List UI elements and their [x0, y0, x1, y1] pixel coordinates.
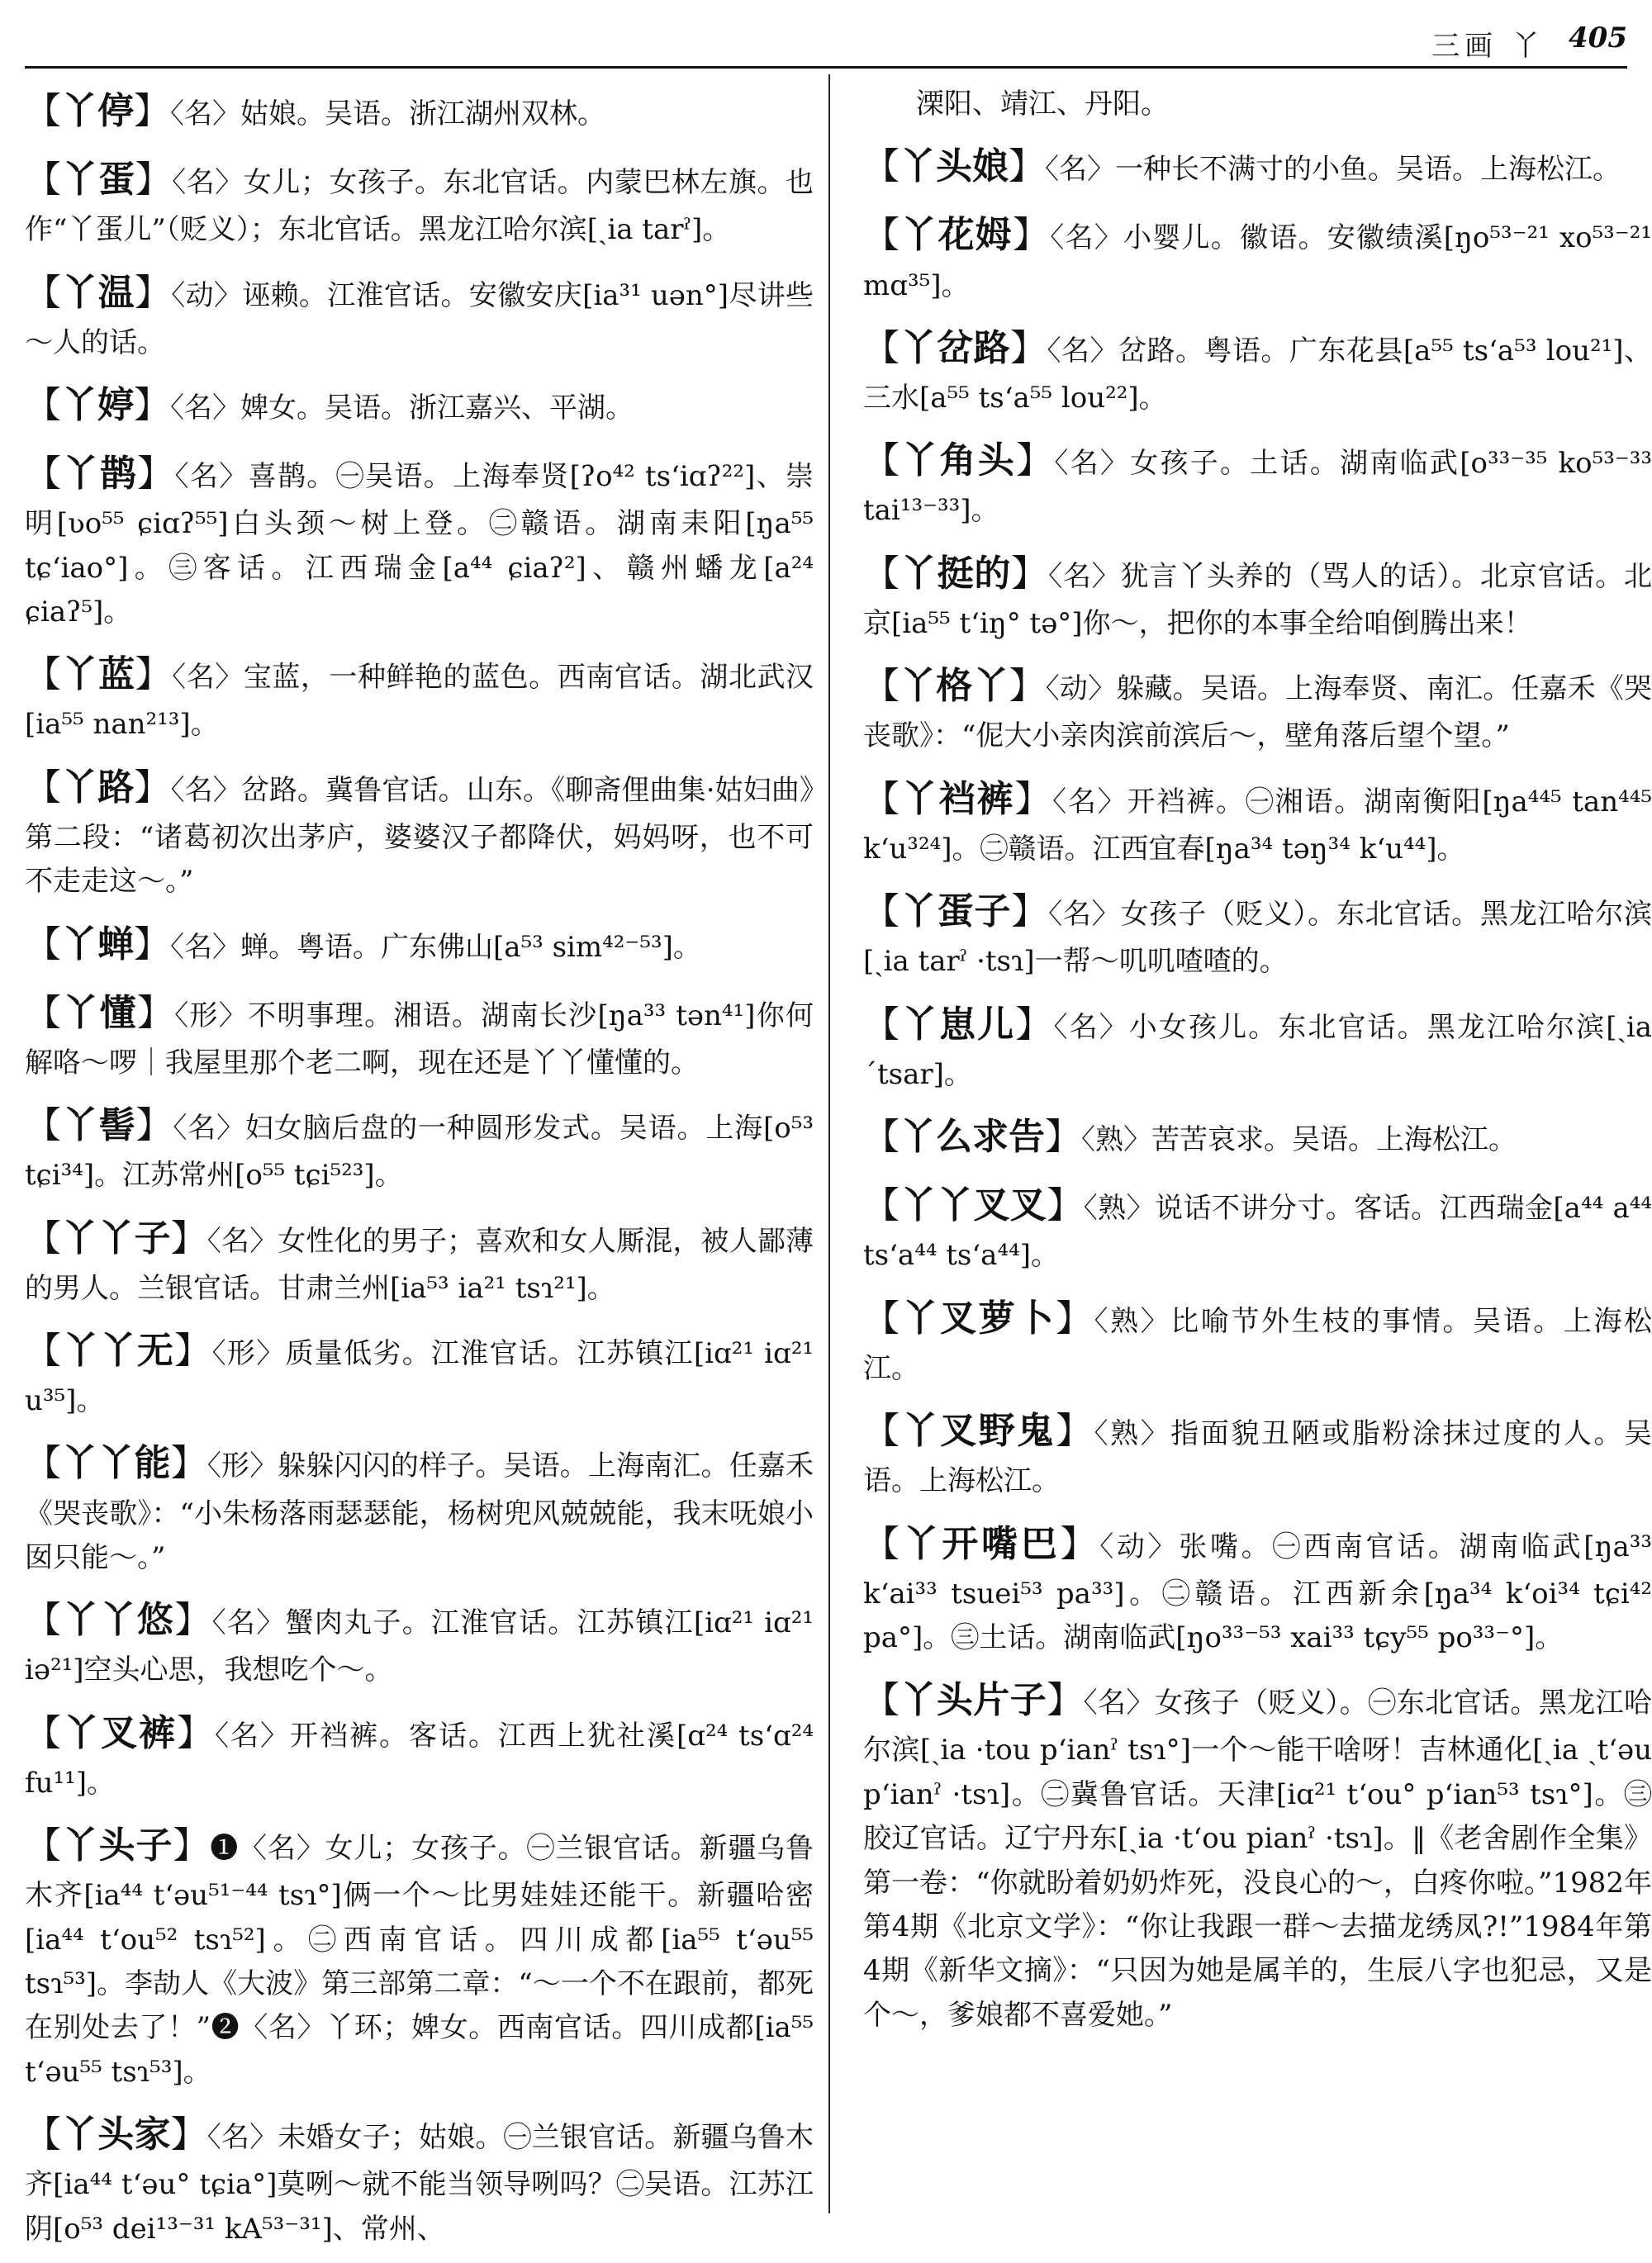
entry-definition: 〈名〉女孩子（贬义）。㊀东北官话。黑龙江哈尔滨[ˏia ·tou pʻianˀ tsɿ°]一个～能干啥呀！吉林通化[ˏia ˏtʻəu pʻianˀ ·tsɿ]。㊁冀鲁官话。天津[iɑ²¹ tʻou° pʻian⁵³ tsɿ°]。㊂胶辽官话。辽宁丹东[ˏia ·tʻou pianˀ ·tsɿ]。‖《老舍剧作全集》第一卷：“你就盼着奶奶炸死，没良心的～，白疼你啦。”1982年第4期《北京文学》：“你让我跟一群～去描龙绣凤?!”1984年第4期《新华文摘》：“只因为她是属羊的，生辰八字也犯忌，又是个～，爹娘都不喜爱她。”: [863, 1687, 1652, 2032]
entry-definition: 〈名〉宝蓝，一种鲜艳的蓝色。西南官话。湖北武汉[ia⁵⁵ nan²¹³]。: [25, 661, 814, 742]
entry-headword: 【 丫停 】: [25, 90, 170, 132]
entry-definition: ❶〈名〉女儿；女孩子。㊀兰银官话。新疆乌鲁木齐[ia⁴⁴ tʻəu⁵¹⁻⁴⁴ tsɿ°]俩一个～比男娃娃还能干。新疆哈密[ia⁴⁴ tʻou⁵² tsɿ⁵²]。㊁西南官话。四川成都[ia⁵⁵ tʻəu⁵⁵ tsɿ⁵³]。李劼人《大波》第三部第二章：“～一个不在跟前，都死在别处去了！”❷〈名〉丫环；婢女。西南官话。四川成都[ia⁵⁵ tʻəu⁵⁵ tsɿ⁵³]。: [25, 1832, 814, 2089]
dictionary-entry: [863, 206, 1652, 307]
entry-headword: 【 丫头子 】: [25, 1824, 210, 1867]
dictionary-entry: [863, 883, 1652, 984]
header-rule: [25, 66, 1627, 69]
dictionary-entry: [25, 445, 814, 634]
entry-definition: 〈名〉岔路。粤语。广东花县[a⁵⁵ tsʻa⁵³ lou²¹]、三水[a⁵⁵ tsʻa⁵⁵ lou²²]。: [863, 334, 1652, 415]
entry-definition: 〈熟〉比喻节外生枝的事情。吴语。上海松江。: [863, 1304, 1652, 1385]
dictionary-entry: [25, 1817, 814, 2095]
entry-definition: 〈动〉躲藏。吴语。上海奉贤、南汇。任嘉禾《哭丧歌》：“伲大小亲肉滨前滨后～，壁角落后望个望。”: [863, 672, 1652, 753]
entry-headword: 【 丫挺的 】: [863, 553, 1048, 595]
entry-definition: 〈名〉蟹肉丸子。江淮官话。江苏镇江[iɑ²¹ iɑ²¹ iə²¹]空头心思，我想吃个～。: [25, 1606, 814, 1687]
entry-headword: 【 丫髻 】: [25, 1104, 173, 1146]
entry-headword: 【 丫丫子 】: [25, 1217, 207, 1260]
entry-headword: 【 丫头娘 】: [863, 145, 1045, 187]
dictionary-entry: [25, 151, 814, 252]
entry-headword: 【 丫路 】: [25, 766, 170, 809]
dictionary-entry: [863, 1290, 1652, 1391]
dictionary-entry: [863, 1108, 1652, 1165]
entry-definition: 〈名〉妇女脑后盘的一种圆形发式。吴语。上海[o⁵³ tɕi³⁴]。江苏常州[o⁵⁵ tɕi⁵²³]。: [25, 1112, 814, 1193]
dictionary-entry: [863, 1672, 1652, 2038]
right-column: [863, 83, 1652, 2049]
entry-headword: 【 丫丫无 】: [25, 1330, 212, 1372]
entry-definition: 〈形〉质量低劣。江淮官话。江苏镇江[iɑ²¹ iɑ²¹ u³⁵]。: [25, 1336, 814, 1418]
continued-text: 溧阳、靖江、丹阳。: [916, 88, 1169, 121]
entry-definition: 〈名〉婢女。吴语。浙江嘉兴、平湖。: [170, 391, 634, 425]
entry-definition: 〈动〉诬赖。江淮官话。安徽安庆[ia³¹ uən°]尽讲些～人的话。: [25, 278, 814, 359]
entry-definition: 〈名〉女儿；女孩子。东北官话。内蒙巴林左旗。也作“丫蛋儿”（贬义）；东北官话。黑龙江哈尔滨[ˏia tarˀ]。: [25, 166, 814, 247]
dictionary-entry: [863, 1177, 1652, 1278]
page-header: [0, 18, 1652, 68]
entry-headword: 【 丫叉裤 】: [25, 1712, 215, 1754]
entry-definition: 〈名〉一种长不满寸的小鱼。吴语。上海松江。: [1045, 153, 1621, 187]
entry-definition: 〈名〉蝉。粤语。广东佛山[a⁵³ sim⁴²⁻⁵³]。: [170, 930, 701, 964]
entry-headword: 【 丫裆裤 】: [863, 778, 1052, 820]
entry-headword: 【 丫鹊 】: [25, 453, 174, 495]
dictionary-entry: [863, 1516, 1652, 1661]
entry-headword: 【 丫花姆 】: [863, 214, 1050, 256]
entry-headword: 【 丫丫悠 】: [25, 1599, 212, 1641]
entry-definition: 〈名〉喜鹊。㊀吴语。上海奉贤[ʔo⁴² tsʻiɑʔ²²]、崇明[ʋo⁵⁵ ɕiɑʔ⁵⁵]白头颈～树上登。㊁赣语。湖南耒阳[ŋa⁵⁵ tɕʻiao°]。㊂客话。江西瑞金[a⁴⁴ ɕiaʔ²]、赣州蟠龙[a²⁴ ɕiaʔ⁵]。: [25, 460, 814, 629]
dictionary-entry: [25, 759, 814, 904]
entry-headword: 【 丫么求告 】: [863, 1116, 1081, 1158]
dictionary-entry: [25, 1210, 814, 1311]
dictionary-entry: [863, 1402, 1652, 1503]
entry-headword: 【 丫温 】: [25, 272, 171, 314]
entry-headword: 【 丫头家 】: [25, 2114, 207, 2156]
dictionary-entry: [25, 264, 814, 365]
entry-definition: 〈名〉岔路。冀鲁官话。山东。《聊斋俚曲集·姑妇曲》第二段：“诸葛初次出茅庐，婆婆汉子都降伏，妈妈呀，也不可不走走这～。”: [25, 773, 814, 899]
entry-headword: 【 丫崽儿 】: [863, 1003, 1054, 1046]
dictionary-entry: [863, 432, 1652, 533]
entry-definition: 〈名〉女性化的男子；喜欢和女人厮混，被人鄙薄的男人。兰银官话。甘肃兰州[ia⁵³ ia²¹ tsɿ²¹]。: [25, 1224, 814, 1305]
dictionary-entry: [25, 916, 814, 973]
entry-definition: 〈名〉女孩子（贬义）。东北官话。黑龙江哈尔滨[ˏia tarˀ ·tsɿ]一帮～叽叽喳喳的。: [863, 898, 1652, 979]
column-divider: [828, 74, 830, 2213]
entry-headword: 【 丫懂 】: [25, 992, 174, 1034]
dictionary-entry: [25, 377, 814, 434]
entry-headword: 【 丫婷 】: [25, 384, 170, 426]
entry-headword: 【 丫角头 】: [863, 439, 1054, 482]
entry-headword: 【 丫蛋 】: [25, 159, 172, 201]
entry-definition: 〈名〉犹言丫头养的（骂人的话）。北京官话。北京[ia⁵⁵ tʻiŋ° tə°]你～，把你的本事全给咱倒腾出来！: [863, 559, 1652, 640]
entry-headword: 【 丫丫叉叉 】: [863, 1184, 1084, 1226]
entry-definition: 〈名〉开裆裤。客话。江西上犹社溪[ɑ²⁴ tsʻɑ²⁴ fu¹¹]。: [25, 1719, 814, 1800]
entry-definition: 〈名〉小婴儿。徽语。安徽绩溪[ŋo⁵³⁻²¹ xo⁵³⁻²¹ mɑ³⁵]。: [863, 221, 1652, 302]
entry-headword: 【 丫岔路 】: [863, 327, 1047, 369]
dictionary-entry: [863, 996, 1652, 1097]
entry-definition: 〈名〉姑娘。吴语。浙江湖州双林。: [170, 97, 605, 130]
dictionary-entry: [25, 1097, 814, 1198]
dictionary-entry: [863, 545, 1652, 646]
entry-headword: 【 丫丫能 】: [25, 1442, 207, 1484]
dictionary-entry: [863, 138, 1652, 195]
dictionary-entry: [863, 320, 1652, 420]
dictionary-entry: [25, 1322, 814, 1423]
entry-headword: 【 丫蝉 】: [25, 923, 170, 965]
entry-headword: 【 丫叉野鬼 】: [863, 1410, 1094, 1452]
entry-definition: 〈名〉未婚女子；姑娘。㊀兰银官话。新疆乌鲁木齐[ia⁴⁴ tʻəu° tɕia°]莫咧～就不能当领导咧吗？㊁吴语。江苏江阴[o⁵³ dei¹³⁻³¹ kA⁵³⁻³¹]、常州、: [25, 2121, 814, 2246]
entry-definition: 〈名〉女孩子。土话。湖南临武[o³³⁻³⁵ ko⁵³⁻³³ tai¹³⁻³³]。: [863, 447, 1652, 528]
dictionary-entry: [25, 646, 814, 747]
page-number: 405: [1569, 21, 1627, 55]
running-head: 三画 丫: [1431, 30, 1545, 63]
entry-definition: 〈形〉躲躲闪闪的样子。吴语。上海南汇。任嘉禾《哭丧歌》：“小朱杨落雨瑟瑟能，杨树兜风兢兢能，我末呒娘小囡只能～。”: [25, 1449, 814, 1574]
dictionary-entry: [25, 83, 814, 140]
dictionary-entry: [25, 1435, 814, 1580]
entry-headword: 【 丫蓝 】: [25, 653, 172, 695]
entry-definition: 〈形〉不明事理。湘语。湖南长沙[ŋa³³ tən⁴¹]你何解咯～啰｜我屋里那个老二啊，现在还是丫丫懂懂的。: [25, 999, 814, 1079]
dictionary-entry: [863, 771, 1652, 871]
entry-headword: 【 丫叉萝卜 】: [863, 1298, 1094, 1340]
dictionary-entry: [863, 657, 1652, 758]
entry-headword: 【 丫头片子 】: [863, 1679, 1084, 1721]
entry-definition: 〈熟〉指面貌丑陋或脂粉涂抹过度的人。吴语。上海松江。: [863, 1417, 1652, 1498]
entry-definition: 〈动〉张嘴。㊀西南官话。湖南临武[ŋa³³ kʻai³³ tsuei⁵³ pa³³]。㊁赣语。江西新余[ŋa³⁴ kʻoi³⁴ tɕi⁴² pa°]。㊂土话。湖南临武[ŋo³³⁻⁵³ xai³³ tɕy⁵⁵ po³³⁻°]。: [863, 1530, 1652, 1654]
entry-headword: 【 丫开嘴巴 】: [863, 1523, 1099, 1565]
entry-definition: 〈熟〉苦苦哀求。吴语。上海松江。: [1081, 1123, 1517, 1157]
left-column: [25, 83, 814, 2263]
entry-headword: 【 丫蛋子 】: [863, 890, 1048, 932]
entry-definition: 〈熟〉说话不讲分寸。客话。江西瑞金[a⁴⁴ a⁴⁴ tsʻa⁴⁴ tsʻa⁴⁴]。: [863, 1192, 1652, 1273]
dictionary-entry: [25, 1592, 814, 1692]
entry-headword: 【 丫格丫 】: [863, 665, 1046, 707]
entry-definition: 〈名〉开裆裤。㊀湘语。湖南衡阳[ŋa⁴⁴⁵ tan⁴⁴⁵ kʻu³²⁴]。㊁赣语。江西宜春[ŋa³⁴ təŋ³⁴ kʻu⁴⁴]。: [863, 785, 1652, 866]
entry-definition: 〈名〉小女孩儿。东北官话。黑龙江哈尔滨[ˏia ˊtsar]。: [863, 1010, 1652, 1091]
dictionary-entry: [25, 1705, 814, 1805]
dictionary-entry: [25, 984, 814, 1085]
